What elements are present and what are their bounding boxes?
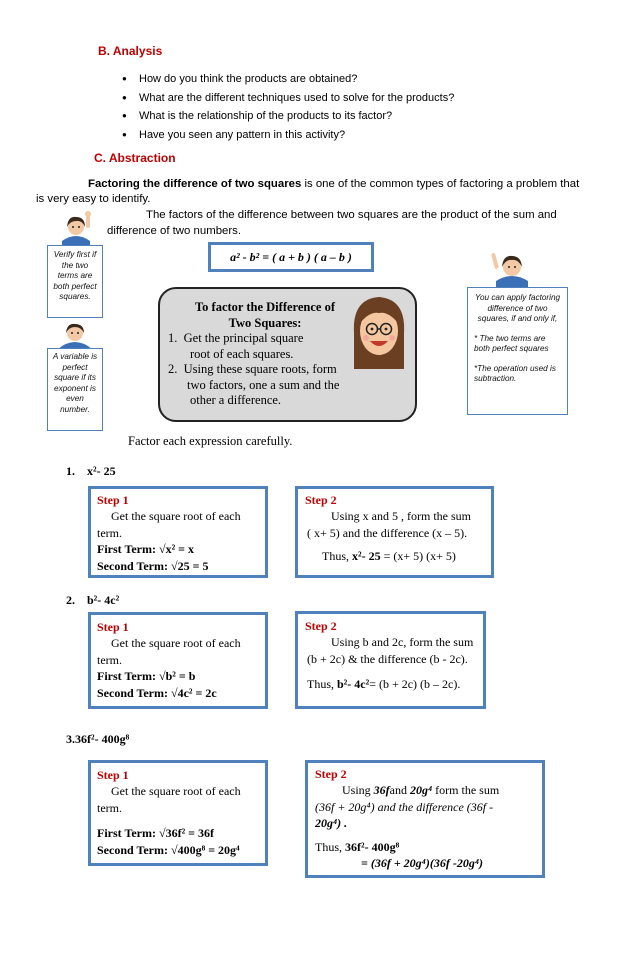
formula-text: a² - b² = ( a + b ) ( a – b ): [230, 250, 352, 264]
step-title: Step 2: [305, 493, 337, 507]
abstraction-heading: C. Abstraction: [94, 151, 176, 165]
step-title: Step 2: [305, 619, 337, 633]
formula-box: [208, 242, 374, 272]
analysis-question: ● Have you seen any pattern in this activity?: [122, 126, 622, 145]
teacher-avatar-icon: [490, 249, 534, 289]
step-title: Step 1: [97, 620, 129, 634]
analysis-question: ● What are the different techniques used to solve for the products?: [122, 89, 622, 108]
rule-step-2-cont: other a difference.: [190, 393, 282, 407]
example-number: 2.: [66, 593, 75, 607]
note-box-right: [467, 287, 568, 415]
analysis-heading: B. Analysis: [98, 44, 163, 58]
step-text: 20g⁴) .: [315, 816, 348, 830]
analysis-question: ● What is the relationship of the products to its factor?: [122, 107, 622, 126]
thus-expression: 36f²- 400g⁸: [345, 839, 400, 854]
step-term: 36f: [373, 783, 390, 797]
note-text: * The two terms are both perfect squares: [474, 333, 549, 353]
example-expression: x²- 25: [87, 464, 116, 478]
rule-step-1-cont: root of each squares.: [190, 346, 294, 361]
step-text: form the sum: [432, 783, 500, 797]
step-text: ( x+ 5) and the difference (x – 5).: [307, 525, 468, 540]
abstraction-paragraph-1-cont: is very easy to identify.: [36, 193, 151, 205]
thus-result: = (b + 2c) (b – 2c).: [369, 677, 461, 691]
step-text: Using x and 5 , form the sum: [331, 509, 471, 523]
example-expression: b²- 4c²: [87, 593, 120, 607]
abstraction-paragraph-2: The factors of the difference between two squares are the product of the sum and: [146, 209, 557, 221]
step-term: 20g⁴: [410, 783, 433, 797]
thus-label: Thus,: [307, 677, 337, 691]
thus-label: Thus,: [315, 839, 345, 854]
example-number: 3.: [66, 732, 75, 746]
step-text: Get the square root of each term.: [97, 636, 241, 667]
step-title: Step 2: [315, 767, 347, 781]
step-text: and: [389, 783, 410, 797]
first-term-label: First Term:: [97, 669, 156, 683]
step-text: Using b and 2c, form the sum: [331, 635, 474, 649]
abstraction-term: Factoring the difference of two squares: [88, 178, 302, 190]
step-text: Using: [342, 783, 374, 797]
rule-title-line: To factor the Difference of: [194, 300, 335, 314]
note-box-left-bottom: [47, 348, 103, 431]
thus-expression: b²- 4c²: [337, 677, 370, 691]
note-text: *The operation used is subtraction.: [474, 363, 556, 383]
first-term-value: √b² = b: [159, 669, 196, 683]
rule-step-2-cont: two factors, one a sum and the: [187, 377, 340, 392]
thus-expression: x²- 25: [352, 549, 381, 563]
note-text: Verify first if the two terms are both perfect squares.: [53, 250, 97, 301]
abstraction-paragraph-2-cont: difference of two numbers.: [107, 225, 242, 237]
teacher-avatar-icon: [58, 211, 94, 249]
abstraction-text: is one of the common types of factoring a problem that: [301, 178, 580, 190]
step-title: Step 1: [97, 768, 129, 782]
second-term-label: Second Term:: [97, 685, 169, 700]
instruction-text: Factor each expression carefully.: [128, 434, 293, 448]
example-2-step-2-box: [295, 611, 486, 709]
rule-step-1: 1. Get the principal square: [168, 331, 304, 345]
step-text: (b + 2c) & the difference (b - 2c).: [307, 651, 468, 666]
example-3-heading: [66, 732, 129, 747]
abstraction-paragraph-1: [88, 177, 608, 193]
example-2-step-1-box: [88, 612, 268, 709]
thus-label: Thus,: [322, 549, 352, 563]
first-term-label: First Term:: [97, 542, 156, 556]
step-text: Get the square root of each term.: [97, 784, 241, 815]
example-1-step-1-box: [88, 486, 268, 578]
second-term-label: Second Term:: [97, 558, 169, 573]
second-term-value: √4c² = 2c: [171, 685, 217, 700]
example-3-step-1-box: [88, 760, 268, 866]
note-box-left-top: [47, 245, 103, 318]
example-3-step-2-box: [305, 760, 545, 878]
note-text: A variable is perfect square if its exponent is even number.: [52, 352, 98, 414]
step-text: (36f + 20g⁴) and the difference (36f -: [315, 799, 494, 814]
analysis-question-list: [122, 70, 622, 144]
rule-title-line: Two Squares:: [228, 316, 302, 330]
rule-step-2: 2. Using these square roots, form: [168, 362, 337, 376]
first-term-label: First Term:: [97, 826, 156, 840]
step-title: Step 1: [97, 493, 129, 507]
example-1-step-2-box: [295, 486, 494, 578]
example-expression: 36f²- 400g⁸: [75, 732, 130, 746]
first-term-value: √x² = x: [159, 542, 195, 556]
second-term-value: √400g⁸ = 20g⁴: [171, 842, 240, 857]
step-text: Get the square root of each term.: [97, 509, 241, 540]
smiling-teacher-icon: [348, 293, 410, 369]
example-number: 1.: [66, 464, 75, 478]
teacher-avatar-icon: [56, 323, 94, 349]
rule-box-title: [170, 299, 360, 331]
first-term-value: √36f² = 36f: [159, 826, 215, 840]
thus-result: = (36f + 20g⁴)(36f -20g⁴): [361, 856, 483, 870]
second-term-label: Second Term:: [97, 842, 169, 857]
analysis-question: ● How do you think the products are obtained?: [122, 70, 622, 89]
note-text: You can apply factoring difference of two squares, if and only if,: [474, 293, 561, 323]
thus-result: = (x+ 5) (x+ 5): [380, 549, 456, 563]
second-term-value: √25 = 5: [171, 558, 209, 573]
